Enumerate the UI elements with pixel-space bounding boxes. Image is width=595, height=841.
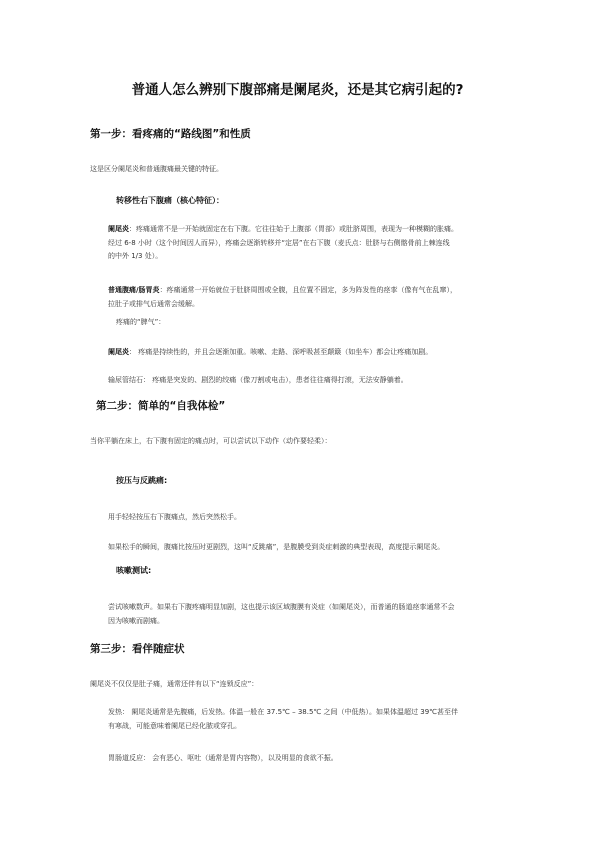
cough-paragraph <box>108 601 528 628</box>
step1-heading: 第一步：看疼痛的“路线图”和性质 <box>90 128 251 140</box>
cough-line1: 尝试咳嗽数声。如果右下腹疼痛明显加剧，这也提示该区域腹膜有炎症（如阑尾炎），而普通的肠道痉挛通常不会 <box>108 603 455 611</box>
step3-intro: 阑尾炎不仅仅是肚子痛，通常还伴有以下“连锁反应”： <box>90 680 259 688</box>
step1-intro: 这是区分阑尾炎和普通腹痛最关键的特征。 <box>90 165 223 173</box>
gastro-label: 普通腹痛/肠胃炎 <box>108 286 160 294</box>
appendicitis-line2: 经过 6-8 小时（这个时间因人而异），疼痛会逐渐转移并“定居”在右下腹（麦氏点：肚脐与右侧髂骨前上棘连线 <box>108 238 450 247</box>
appendicitis-paragraph <box>108 223 528 264</box>
appendicitis-line1: ：疼痛通常不是一开始就固定在右下腹。它往往始于上腹部（胃部）或肚脐周围，表现为一种模糊的胀痛。 <box>129 225 458 233</box>
appendicitis-line3: 的中外 1/3 处）。 <box>108 252 163 260</box>
fever-line2: 有寒战，可能意味着阑尾已经化脓或穿孔。 <box>108 721 241 730</box>
step3-heading: 第三步：看伴随症状 <box>90 643 185 655</box>
step2-intro: 当你平躺在床上，右下腹有固定的痛点时，可以尝试以下动作（动作要轻柔）： <box>90 437 332 445</box>
gastro-paragraph <box>108 284 528 311</box>
press-line2: 如果松手的瞬间，腹痛比按压时更剧烈，这叫“反跳痛”，是腹膜受到炎症刺激的典型表现，高度提示阑尾炎。 <box>108 543 445 551</box>
press-line1: 用手轻轻按压右下腹痛点，然后突然松手。 <box>108 513 241 521</box>
appendicitis-label: 阑尾炎 <box>108 225 129 233</box>
appendicitis2-label: 阑尾炎 <box>108 348 129 356</box>
gastro-line2: 拉肚子或排气后通常会缓解。 <box>108 299 199 308</box>
temper-label: 疼痛的“脾气”： <box>116 318 166 326</box>
stone-paragraph: 输尿管结石： 疼痛是突发的、剧烈的绞痛（像刀割或电击），患者往往痛得打滚，无法安静躺着。 <box>108 376 408 384</box>
gi-paragraph: 胃肠道反应： 会有恶心、呕吐（通常是胃内容物），以及明显的食欲不振。 <box>108 754 338 762</box>
fever-line1: 发热： 阑尾炎通常是先腹痛，后发热。体温一般在 37.5℃ – 38.5℃ 之间（中低热）。如果体温超过 39℃甚至伴 <box>108 708 459 716</box>
cough-line2: 因为咳嗽而剧痛。 <box>108 616 164 625</box>
step2-heading: 第二步：简单的“自我体检” <box>96 400 226 412</box>
appendicitis2-paragraph <box>108 346 432 360</box>
appendicitis2-text: ： 疼痛是持续性的，并且会逐渐加重。咳嗽、走路、深呼吸甚至颠簸（如坐车）都会让疼痛加剧。 <box>129 348 433 356</box>
gastro-line1: ：疼痛通常一开始就位于肚脐周围或全腹，且位置不固定，多为阵发性的痉挛（像有气在乱窜）， <box>159 286 458 294</box>
page-title: 普通人怎么辨别下腹部痛是阑尾炎，还是其它病引起的? <box>131 82 464 98</box>
fever-paragraph <box>108 706 528 733</box>
step2-sub2: 咳嗽测试: <box>116 566 152 575</box>
step1-subheading: 转移性右下腹痛（核心特征）： <box>116 196 224 205</box>
step2-sub1: 按压与反跳痛: <box>116 476 168 485</box>
